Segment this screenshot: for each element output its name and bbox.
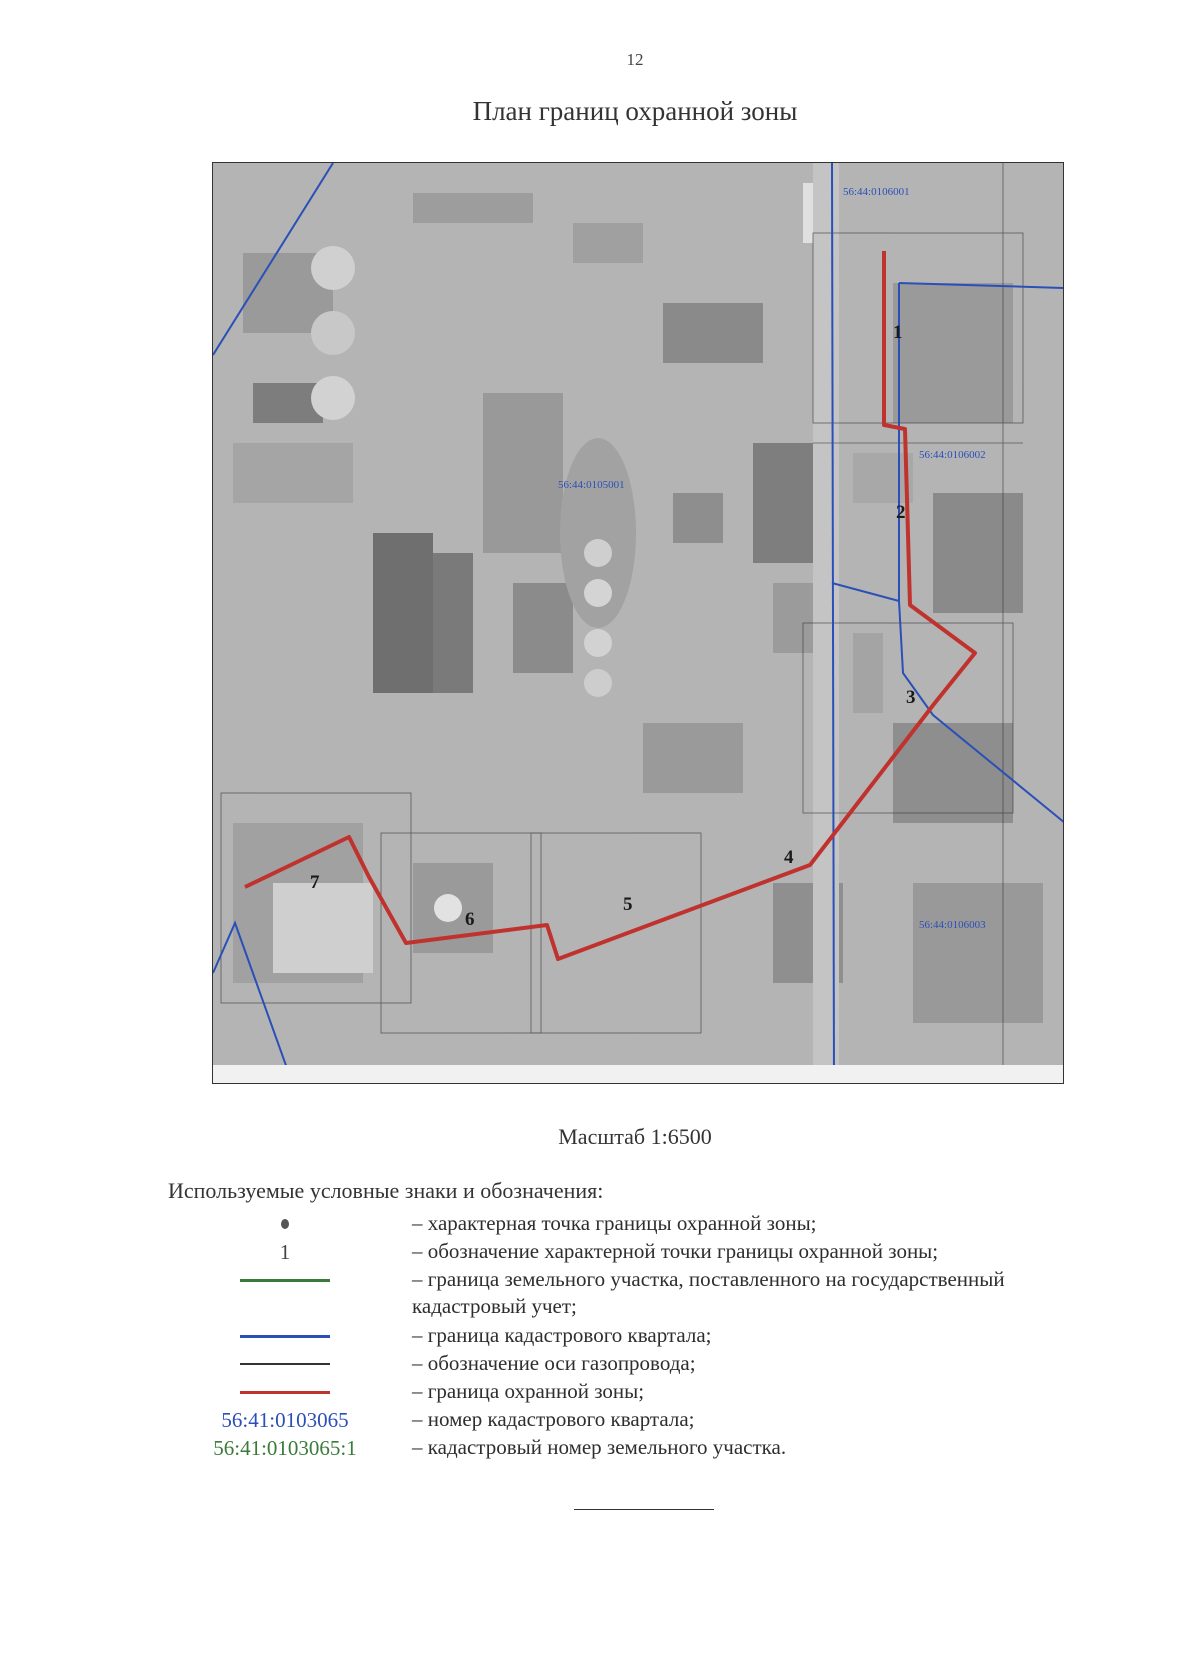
map-canvas [213,163,1064,1084]
point-label-4: 4 [784,847,794,868]
legend-symbol-text: 1 [279,1239,291,1264]
legend-item-quarter-boundary [0,1322,1200,1350]
legend-desc: – кадастровый номер земельного участка. [412,1435,787,1459]
blue-line-icon [240,1335,330,1338]
legend-desc: – граница земельного участка, поставленного на государственный кадастровый учет; [412,1267,1005,1318]
legend-desc: – обозначение оси газопровода; [412,1351,696,1375]
black-line-icon [240,1363,330,1365]
legend-symbol [195,1378,375,1406]
point-label-6: 6 [465,909,475,930]
legend-desc: – граница охранной зоны; [412,1379,645,1403]
legend-symbol-text: 56:41:0103065 [221,1407,349,1432]
quarter-label: 56:44:0106003 [919,919,986,931]
point-label-3: 3 [906,687,916,708]
map-frame [212,162,1064,1084]
plan-title: План границ охранной зоны [472,96,798,126]
legend-symbol [195,1350,375,1378]
point-dot-icon [281,1219,289,1229]
legend-symbol [195,1210,375,1238]
legend-item-quarter-number [0,1406,1200,1434]
legend-item-point [0,1210,1200,1238]
legend-desc: – номер кадастрового квартала; [412,1407,695,1431]
legend-heading: Используемые условные знаки и обозначения: [168,1178,604,1203]
point-label-1: 1 [893,322,903,343]
point-label-7: 7 [310,872,320,893]
legend-item-land-plot [0,1266,1200,1318]
legend-symbol [195,1322,375,1350]
quarter-label: 56:44:0106001 [843,186,910,198]
point-label-5: 5 [623,894,633,915]
map-bottom-band [213,1065,1064,1084]
red-line-icon [240,1391,330,1394]
legend-desc: – граница кадастрового квартала; [412,1323,712,1347]
scale-label: Масштаб 1:6500 [558,1124,712,1149]
legend-item-cadastral-number [0,1434,1200,1462]
legend-symbol-text: 56:41:0103065:1 [213,1435,357,1460]
legend-item-point-label [0,1238,1200,1266]
page-number: 12 [626,50,644,69]
footer-rule [574,1509,714,1510]
green-line-icon [240,1279,330,1282]
quarter-label: 56:44:0106002 [919,449,986,461]
legend-item-protection-zone [0,1378,1200,1406]
quarter-label: 56:44:0105001 [558,479,625,491]
legend-item-gas-axis [0,1350,1200,1378]
road [813,163,839,1084]
legend-desc: – характерная точка границы охранной зоны; [412,1211,817,1235]
legend-symbol [195,1266,375,1294]
legend-desc: – обозначение характерной точки границы охранной зоны; [412,1239,939,1263]
point-label-2: 2 [896,502,906,523]
